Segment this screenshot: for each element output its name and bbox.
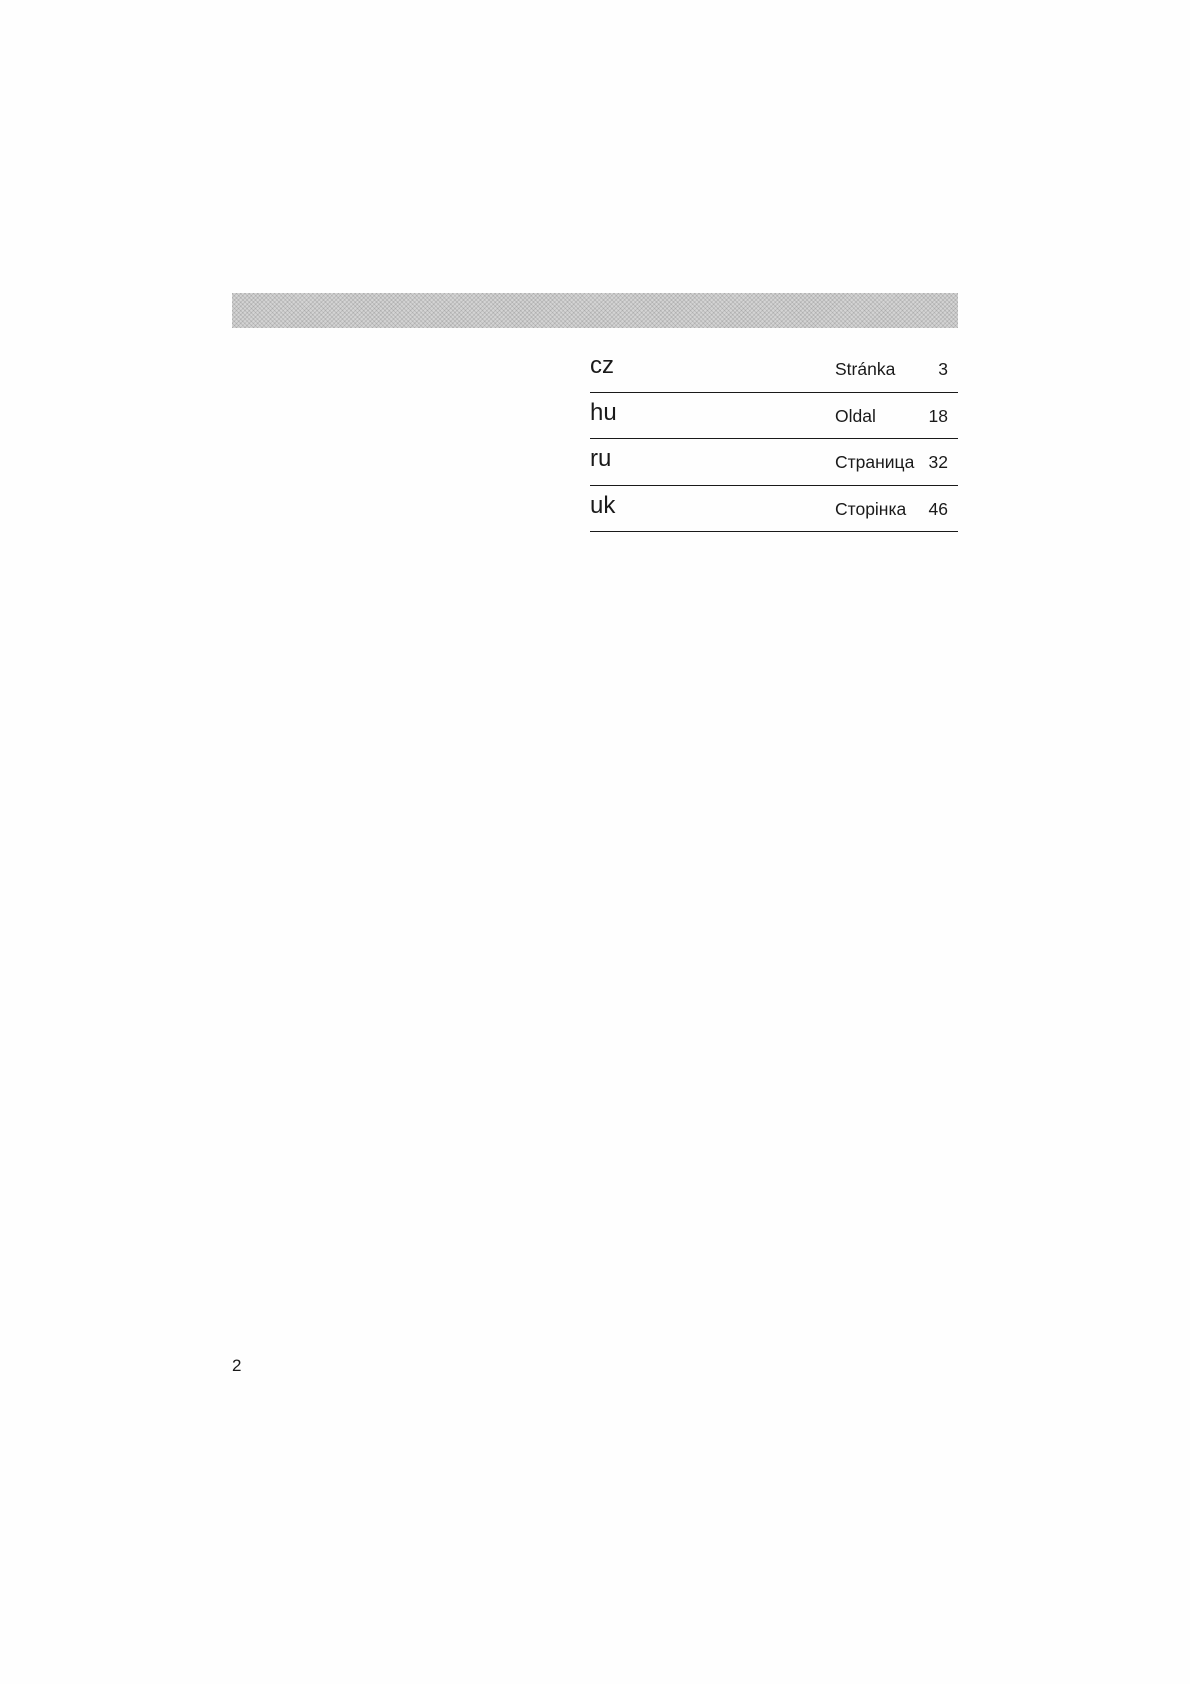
language-code: ru xyxy=(590,445,612,472)
page-label: Stránka xyxy=(835,359,896,379)
page-reference: 18 xyxy=(928,405,948,426)
page-number: 2 xyxy=(232,1356,242,1375)
header-band xyxy=(232,293,958,328)
toc-row-ru[interactable] xyxy=(590,439,958,486)
toc-row-uk[interactable] xyxy=(590,486,958,533)
page-label: Oldal xyxy=(835,405,876,426)
page-reference: 46 xyxy=(928,498,948,519)
language-code: uk xyxy=(590,491,616,519)
page-label: Сторінка xyxy=(835,498,907,519)
table-of-contents xyxy=(590,346,958,532)
language-code: hu xyxy=(590,398,617,426)
language-code: cz xyxy=(590,352,614,379)
toc-row-cz[interactable] xyxy=(590,346,958,393)
page-reference: 3 xyxy=(938,359,948,379)
page-label: Страница xyxy=(835,452,915,472)
toc-row-hu[interactable] xyxy=(590,393,958,440)
page-reference: 32 xyxy=(928,452,948,472)
